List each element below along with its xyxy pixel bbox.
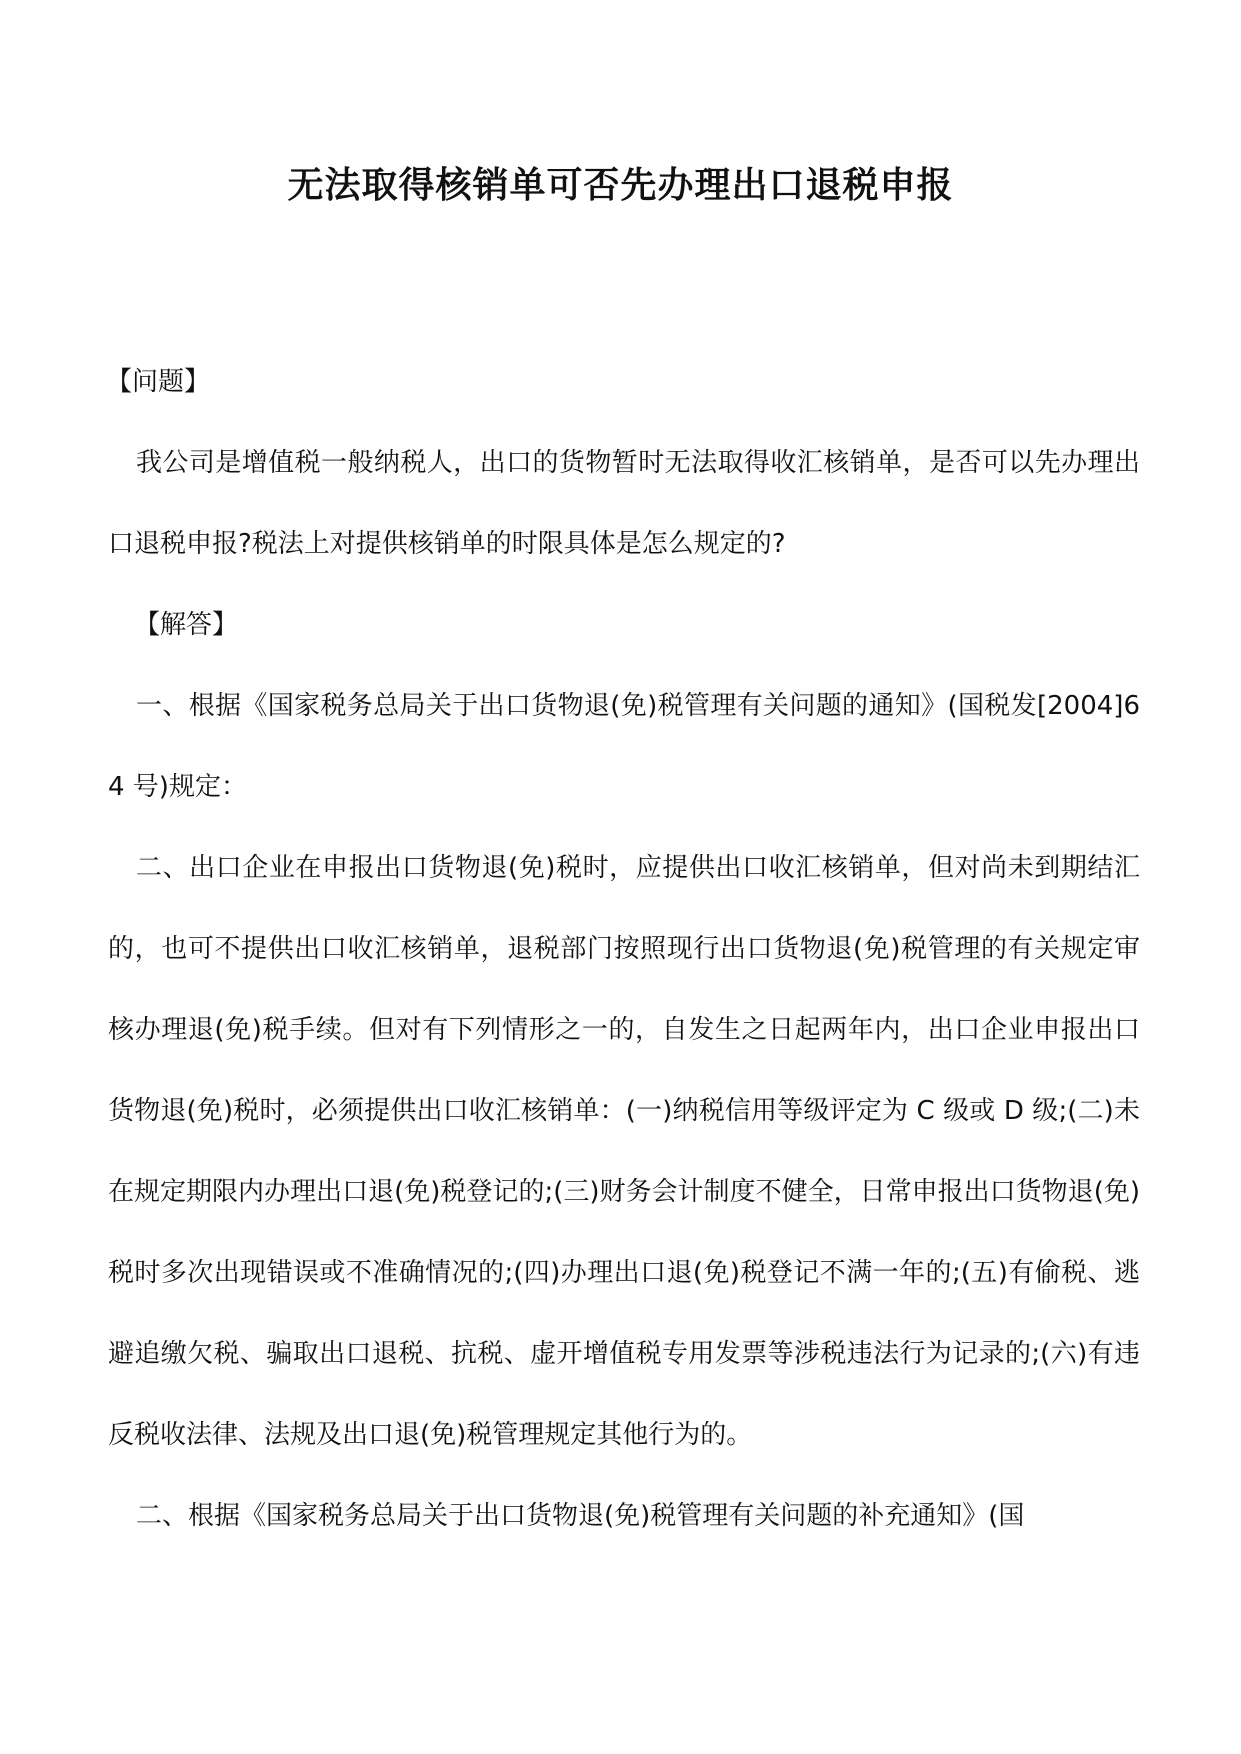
document-body	[108, 342, 1140, 1557]
answer-label: 【解答】	[134, 610, 239, 640]
document-title: 无法取得核销单可否先办理出口退税申报	[287, 164, 954, 206]
answer-paragraph-2: 二、出口企业在申报出口货物退(免)税时，应提供出口收汇核销单，但对尚未到期结汇的，也可不提供出口收汇核销单，退税部门按照现行出口货物退(免)税管理的有关规定审核办理退(免)税手续。但对有下列情形之一的，自发生之日起两年内，出口企业申报出口货物退(免)税时，必须提供出口收汇核销单：(一)纳税信用等级评定为 C 级或 D 级;(二)未在规定期限内办理出口退(免)税登记的;(三)财务会计制度不健全，日常申报出口货物退(免)税时多次出现错误或不准确情况的;(四)办理出口退(免)税登记不满一年的;(五)有偷税、逃避追缴欠税、骗取出口退税、抗税、虚开增值税专用发票等涉税违法行为记录的;(六)有违反税收法律、法规及出口退(免)税管理规定其他行为的。	[108, 853, 1140, 1450]
question-paragraph: 我公司是增值税一般纳税人，出口的货物暂时无法取得收汇核销单，是否可以先办理出口退税申报?税法上对提供核销单的时限具体是怎么规定的?	[108, 448, 1140, 559]
answer-paragraph-1: 一、根据《国家税务总局关于出口货物退(免)税管理有关问题的通知》(国税发[2004]64 号)规定：	[108, 691, 1140, 802]
question-label: 【问题】	[106, 367, 211, 397]
answer-paragraph-3: 二、根据《国家税务总局关于出口货物退(免)税管理有关问题的补充通知》(国	[136, 1501, 1025, 1531]
